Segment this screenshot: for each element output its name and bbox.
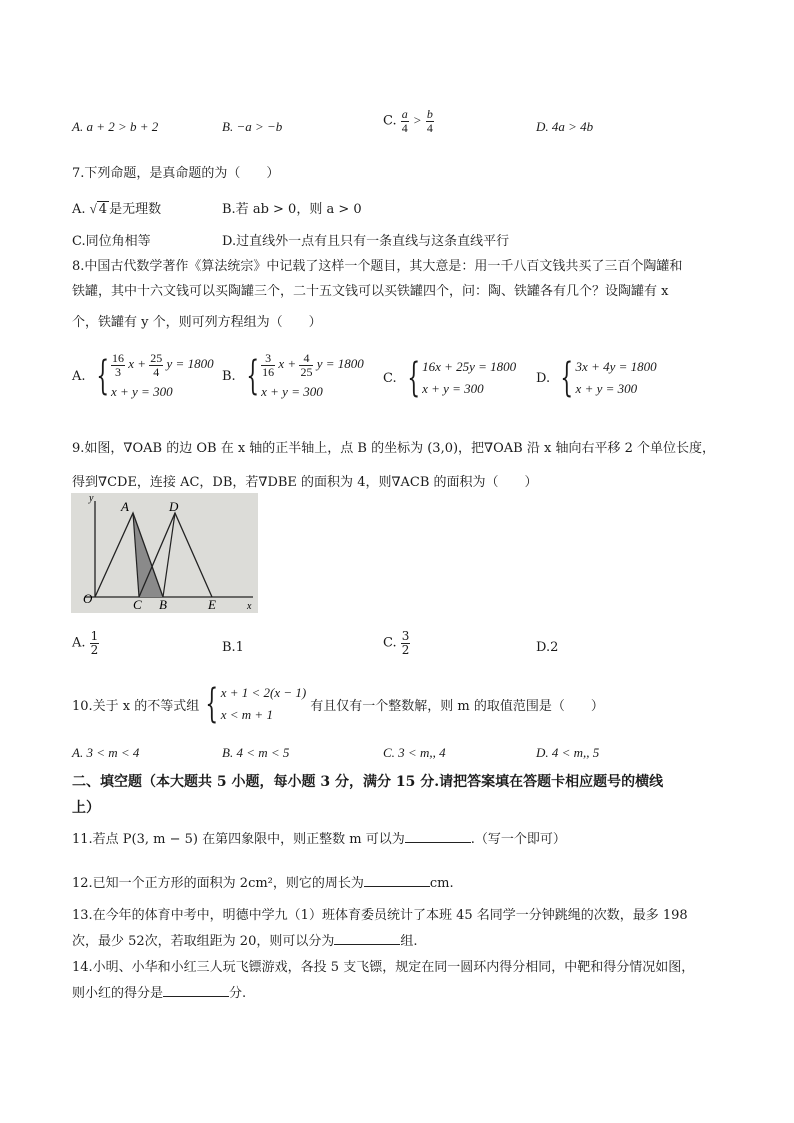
q14-line1: 14.小明、小华和小红三人玩飞镖游戏，各投 5 支飞镖，规定在同一圆环内得分相同，中靶和得分情况如图， <box>72 960 695 975</box>
q8-c-row1: 16x + 25y = 1800 <box>422 359 517 374</box>
q6-option-b: B. −a > −b <box>222 119 283 134</box>
q14-line2: 则小红的得分是 分. <box>72 986 247 1001</box>
q9-option-a: A. $\frac{1}{2}$ <box>72 629 99 657</box>
q7-option-d: D.过直线外一点有且只有一条直线与这条直线平行 <box>222 234 510 249</box>
q8-option-c: C. { 16x + 25y = 1800 x + y = 300 <box>383 355 517 401</box>
brace: { <box>95 353 109 400</box>
q6-c-label: C. <box>383 113 397 129</box>
q9-figure <box>71 493 258 613</box>
q8-stem-line2: 铁罐，其中十六文钱可以买陶罐三个，二十五文钱可以买铁罐四个，问：陶、铁罐各有几个？设陶罐有 x <box>72 284 669 299</box>
q9-stem-line1: 9.如图，∇OAB 的边 OB 在 x 轴的正半轴上，点 B 的坐标为 (3,0)，把∇OAB 沿 x 轴向右平移 2 个单位长度， <box>72 441 715 456</box>
q8-d-row2: x + y = 300 <box>575 381 638 396</box>
q6-option-c <box>383 108 434 134</box>
label-c: C <box>133 597 142 612</box>
q10-stem: 10.关于 x 的不等式组 { x + 1 < 2(x − 1) x < m + 1 有且仅有一个整数解，则 m 的取值范围是（ ） <box>72 681 604 727</box>
q9-a-fraction: $\frac{1}{2}$ <box>90 629 99 657</box>
q7-option-a: A. √ 4 是无理数 <box>72 201 162 217</box>
q6-option-a: A. a + 2 > b + 2 <box>72 119 159 134</box>
q6-c-operator: > <box>412 112 422 128</box>
q10-row2: x < m + 1 <box>220 707 273 722</box>
q7-option-c: C.同位角相等 <box>72 234 151 249</box>
sqrt-symbol: √ <box>89 201 97 216</box>
label-x: x <box>247 601 252 612</box>
q11: 11.若点 P(3, m − 5) 在第四象限中，则正整数 m 可以为 .（写一个即可） <box>72 832 566 847</box>
q13-line2: 次，最少 52次，若取组距为 20，则可以分为 组. <box>72 934 418 949</box>
q10-option-b: B. 4 < m < 5 <box>222 745 290 760</box>
answer-blank[interactable] <box>334 932 400 945</box>
q9-option-c: C. $\frac{3}{2}$ <box>383 629 410 657</box>
q8-a-frac1: $\frac{16}{3}$ <box>111 351 124 379</box>
q10-option-c: C. 3 < m,, 4 <box>383 745 446 760</box>
q7-stem: 7.下列命题，是真命题的为（ ） <box>72 166 280 181</box>
q10-option-d: D. 4 < m,, 5 <box>536 745 600 760</box>
q8-a-row2: x + y = 300 <box>110 384 173 400</box>
q9-option-b: B.1 <box>222 640 244 655</box>
brace: { <box>560 355 574 401</box>
label-y: y <box>89 493 94 504</box>
label-e: E <box>208 597 216 612</box>
q8-stem-line3: 个，铁罐有 y 个，则可列方程组为（ ） <box>72 315 322 330</box>
q6-c-fraction-b: $\frac{b}{4}$ <box>426 107 433 135</box>
q10-option-a: A. 3 < m < 4 <box>72 745 140 760</box>
q9-stem-line2: 得到∇CDE，连接 AC，DB，若∇DBE 的面积为 4，则∇ACB 的面积为（ ） <box>72 475 538 490</box>
section2-heading-line2: 上） <box>72 800 100 816</box>
q8-option-d: D. { 3x + 4y = 1800 x + y = 300 <box>536 355 657 401</box>
q10-row1: x + 1 < 2(x − 1) <box>220 685 307 700</box>
brace: { <box>205 681 219 727</box>
q9-option-d: D.2 <box>536 640 559 655</box>
label-a: A <box>121 499 129 514</box>
brace: { <box>246 353 259 400</box>
q8-b-row2: x + y = 300 <box>261 384 323 400</box>
q8-a-frac2: $\frac{25}{4}$ <box>150 351 163 379</box>
answer-blank[interactable] <box>405 830 471 843</box>
q8-b-frac1: $\frac{3}{16}$ <box>262 351 275 379</box>
figure-background <box>71 493 258 613</box>
label-b: B <box>159 597 167 612</box>
q8-option-a: A. { $\frac{16}{3}$ x + $\frac{25}{4}$ y = 1800 x + y = 300 <box>72 351 214 400</box>
q13-line1: 13.在今年的体育中考中，明德中学九（1）班体育委员统计了本班 45 名同学一分钟跳绳的次数，最多 198 <box>72 908 688 923</box>
q8-option-b: B. { $\frac{3}{16}$ x + $\frac{4}{25}$ y = 1800 x + y = 300 <box>222 351 364 400</box>
label-d: D <box>169 499 179 514</box>
q8-b-frac2: $\frac{4}{25}$ <box>300 351 313 379</box>
section2-heading-line1: 二、填空题（本大题共 5 小题，每小题 3 分，满分 15 分.请把答案填在答题卡相应题号的横线 <box>72 774 664 790</box>
q6-option-d: D. 4a > 4b <box>536 119 594 134</box>
q6-c-fraction-a: $\frac{a}{4}$ <box>401 107 408 135</box>
q7-sqrt-value: 4 <box>98 202 108 217</box>
q8-d-row1: 3x + 4y = 1800 <box>575 359 657 374</box>
q7-option-b: B.若 ab > 0，则 a > 0 <box>222 202 362 217</box>
answer-blank[interactable] <box>163 984 229 997</box>
q12: 12.已知一个正方形的面积为 2cm²，则它的周长为 cm. <box>72 876 454 891</box>
brace: { <box>406 355 420 401</box>
answer-blank[interactable] <box>364 874 430 887</box>
q8-stem-line1: 8.中国古代数学著作《算法统宗》中记载了这样一个题目，其大意是：用一千八百文钱共买了三百个陶罐和 <box>72 259 683 274</box>
q8-c-row2: x + y = 300 <box>422 381 484 396</box>
label-o: O <box>83 591 93 606</box>
q9-c-fraction: $\frac{3}{2}$ <box>401 629 410 657</box>
